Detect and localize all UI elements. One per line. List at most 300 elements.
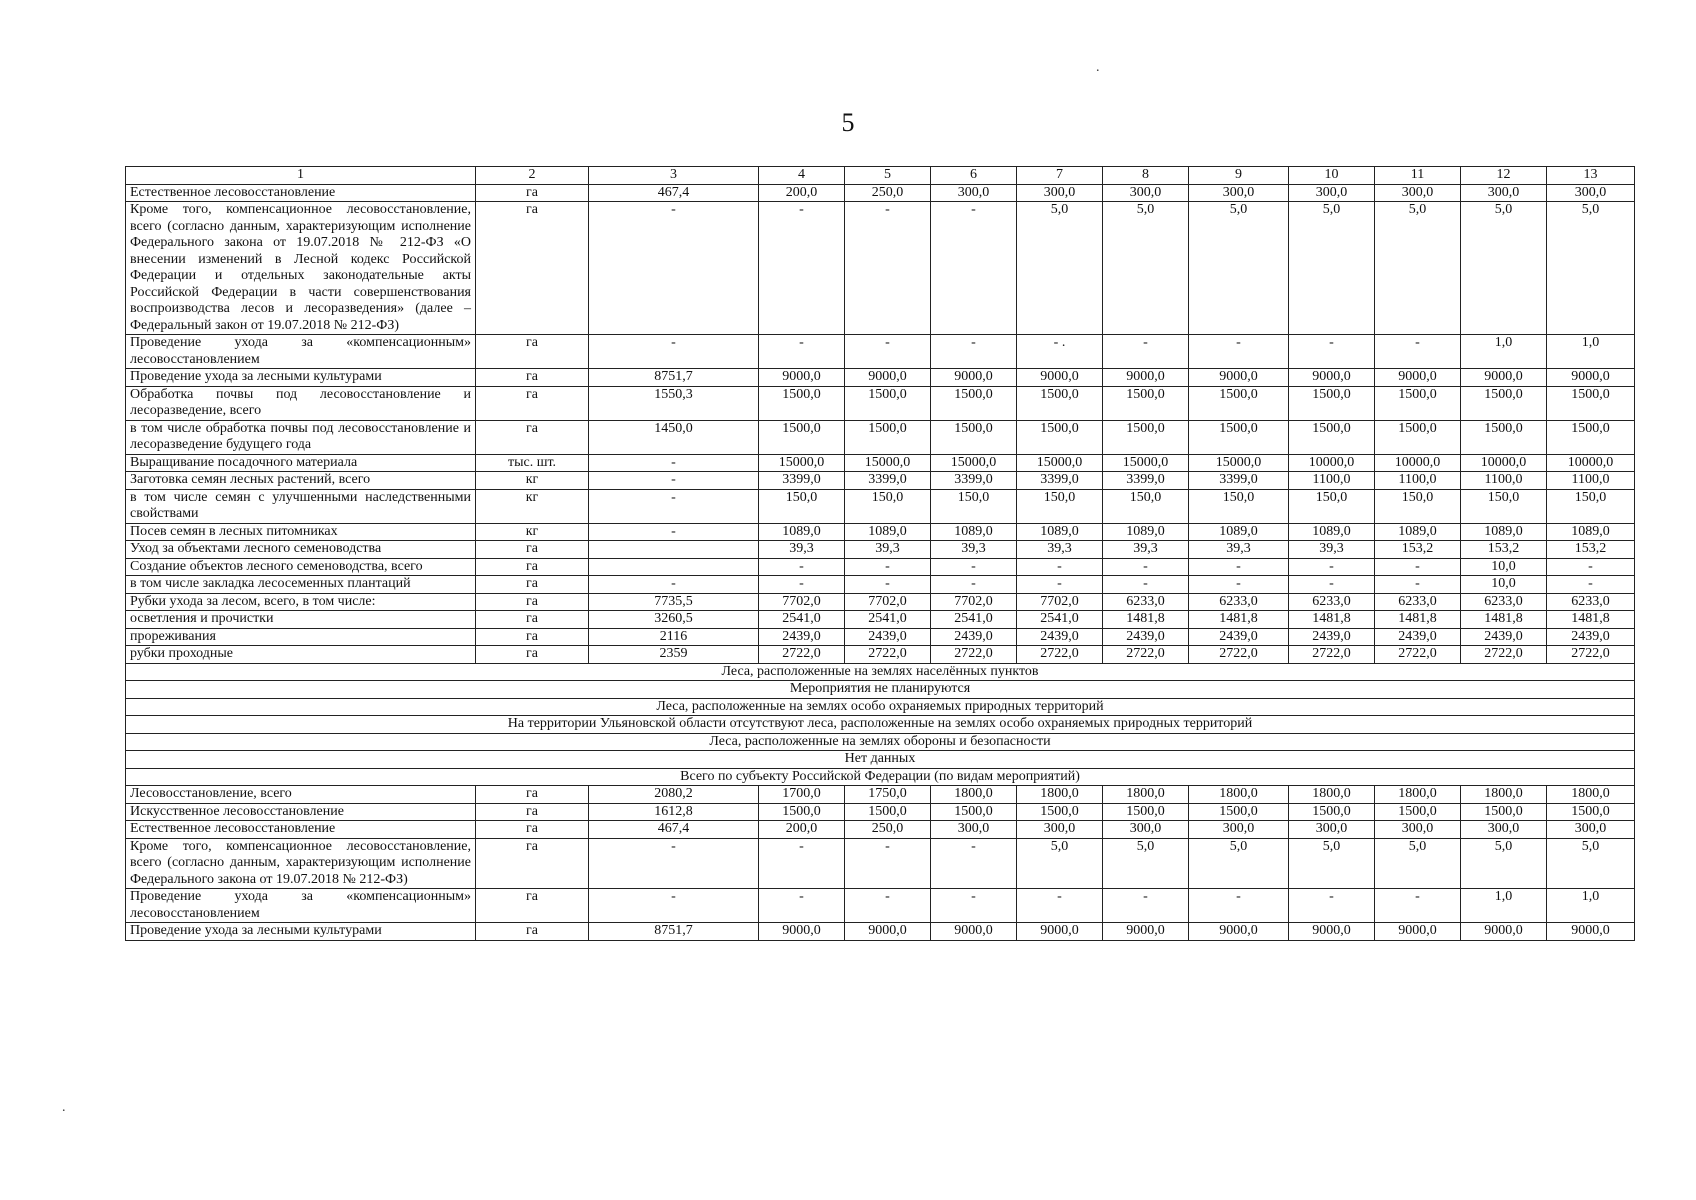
value-cell: 1500,0 <box>1103 386 1189 420</box>
value-cell: 467,4 <box>589 184 759 202</box>
value-cell: 1800,0 <box>931 786 1017 804</box>
table-row <box>126 454 1635 472</box>
value-cell: 1500,0 <box>1289 803 1375 821</box>
value-cell: 10000,0 <box>1547 454 1635 472</box>
value-cell: 300,0 <box>1103 184 1189 202</box>
value-cell: 9000,0 <box>1017 923 1103 941</box>
unit-cell: га <box>476 541 589 559</box>
value-cell: 5,0 <box>1189 202 1289 335</box>
activity-name-cell: Кроме того, компенсационное лесовосстановление, всего (согласно данным, характеризующим исполнение Федерального закона от 19.07.2018 № 212-ФЗ) <box>126 838 476 889</box>
value-cell: 1500,0 <box>1189 386 1289 420</box>
value-cell: 1500,0 <box>1547 386 1635 420</box>
section-row <box>126 751 1635 769</box>
value-cell: 1700,0 <box>759 786 845 804</box>
value-cell: 7702,0 <box>845 593 931 611</box>
value-cell: 150,0 <box>1189 489 1289 523</box>
value-cell: 1,0 <box>1547 889 1635 923</box>
table-row <box>126 386 1635 420</box>
value-cell: 2439,0 <box>1547 628 1635 646</box>
table-row <box>126 472 1635 490</box>
activity-name-cell: Выращивание посадочного материала <box>126 454 476 472</box>
table-row <box>126 646 1635 664</box>
value-cell: 300,0 <box>1289 184 1375 202</box>
value-cell: 1500,0 <box>1461 420 1547 454</box>
activity-name-cell: Проведение ухода за «компенсационным» лесовосстановлением <box>126 335 476 369</box>
value-cell: 1089,0 <box>931 523 1017 541</box>
value-cell: - <box>589 454 759 472</box>
value-cell: 5,0 <box>1547 838 1635 889</box>
value-cell: 1800,0 <box>1289 786 1375 804</box>
value-cell: 1750,0 <box>845 786 931 804</box>
value-cell: 1500,0 <box>931 386 1017 420</box>
activity-name-cell: рубки проходные <box>126 646 476 664</box>
value-cell: - <box>1289 576 1375 594</box>
value-cell: 2439,0 <box>931 628 1017 646</box>
value-cell: 2722,0 <box>845 646 931 664</box>
value-cell: - <box>589 335 759 369</box>
column-number-header: 3 <box>589 167 759 185</box>
value-cell: 300,0 <box>1461 184 1547 202</box>
table-row <box>126 838 1635 889</box>
value-cell: 10000,0 <box>1461 454 1547 472</box>
activity-name-cell: в том числе обработка почвы под лесовосстановление и лесоразведение будущего года <box>126 420 476 454</box>
unit-cell: га <box>476 838 589 889</box>
value-cell: 7735,5 <box>589 593 759 611</box>
table-row <box>126 889 1635 923</box>
table-row <box>126 489 1635 523</box>
column-number-header: 1 <box>126 167 476 185</box>
section-heading: Нет данных <box>126 751 1635 769</box>
value-cell: - <box>1375 576 1461 594</box>
value-cell: 300,0 <box>1289 821 1375 839</box>
value-cell: 5,0 <box>1289 838 1375 889</box>
value-cell: 1500,0 <box>1017 803 1103 821</box>
value-cell: 9000,0 <box>1375 369 1461 387</box>
value-cell: - <box>1547 576 1635 594</box>
value-cell: 7702,0 <box>931 593 1017 611</box>
value-cell: 1800,0 <box>1375 786 1461 804</box>
value-cell: 2439,0 <box>1103 628 1189 646</box>
value-cell: 3399,0 <box>845 472 931 490</box>
value-cell: - <box>1189 335 1289 369</box>
value-cell: - <box>1017 558 1103 576</box>
value-cell: 5,0 <box>1017 838 1103 889</box>
value-cell: 5,0 <box>1375 838 1461 889</box>
value-cell: 300,0 <box>1547 184 1635 202</box>
value-cell: 300,0 <box>1189 184 1289 202</box>
value-cell: 150,0 <box>759 489 845 523</box>
value-cell: - <box>845 202 931 335</box>
section-heading: Леса, расположенные на землях населённых пунктов <box>126 663 1635 681</box>
column-number-header: 5 <box>845 167 931 185</box>
value-cell: 3399,0 <box>1189 472 1289 490</box>
value-cell: 250,0 <box>845 184 931 202</box>
section-heading: Леса, расположенные на землях обороны и безопасности <box>126 733 1635 751</box>
value-cell: 7702,0 <box>759 593 845 611</box>
value-cell: 1500,0 <box>1017 386 1103 420</box>
value-cell: - <box>931 558 1017 576</box>
value-cell: 10,0 <box>1461 558 1547 576</box>
value-cell: 39,3 <box>931 541 1017 559</box>
value-cell: 5,0 <box>1461 838 1547 889</box>
value-cell: - <box>1189 889 1289 923</box>
activity-name-cell: Проведение ухода за «компенсационным» лесовосстановлением <box>126 889 476 923</box>
value-cell: - <box>589 838 759 889</box>
value-cell: 9000,0 <box>1103 369 1189 387</box>
value-cell: 6233,0 <box>1189 593 1289 611</box>
value-cell: 3399,0 <box>1017 472 1103 490</box>
section-heading: Мероприятия не планируются <box>126 681 1635 699</box>
value-cell: 2439,0 <box>1189 628 1289 646</box>
scan-speck: . <box>62 1100 66 1115</box>
value-cell: 5,0 <box>1547 202 1635 335</box>
value-cell: 1,0 <box>1461 335 1547 369</box>
value-cell: 1500,0 <box>1461 386 1547 420</box>
value-cell: 1500,0 <box>1189 803 1289 821</box>
value-cell: 150,0 <box>931 489 1017 523</box>
value-cell: 7702,0 <box>1017 593 1103 611</box>
activity-name-cell: Лесовосстановление, всего <box>126 786 476 804</box>
table-row <box>126 202 1635 335</box>
value-cell: 39,3 <box>1017 541 1103 559</box>
table-row <box>126 628 1635 646</box>
value-cell: 39,3 <box>1103 541 1189 559</box>
value-cell: 1500,0 <box>1103 803 1189 821</box>
unit-cell: га <box>476 889 589 923</box>
value-cell: 1500,0 <box>1375 386 1461 420</box>
section-heading: Леса, расположенные на землях особо охраняемых природных территорий <box>126 698 1635 716</box>
value-cell: 8751,7 <box>589 923 759 941</box>
value-cell: 1550,3 <box>589 386 759 420</box>
value-cell: 5,0 <box>1103 838 1189 889</box>
value-cell: 1100,0 <box>1547 472 1635 490</box>
value-cell: - <box>1289 558 1375 576</box>
value-cell: 2439,0 <box>759 628 845 646</box>
value-cell: 153,2 <box>1461 541 1547 559</box>
activity-name-cell: Обработка почвы под лесовосстановление и лесоразведение, всего <box>126 386 476 420</box>
activity-name-cell: Посев семян в лесных питомниках <box>126 523 476 541</box>
value-cell: 5,0 <box>1017 202 1103 335</box>
value-cell: 9000,0 <box>1189 369 1289 387</box>
value-cell: 300,0 <box>1189 821 1289 839</box>
column-number-header: 11 <box>1375 167 1461 185</box>
value-cell: 1089,0 <box>1103 523 1189 541</box>
value-cell: 5,0 <box>1461 202 1547 335</box>
value-cell: 2722,0 <box>1189 646 1289 664</box>
value-cell: 1500,0 <box>759 420 845 454</box>
value-cell <box>589 558 759 576</box>
section-row <box>126 768 1635 786</box>
activity-name-cell: в том числе семян с улучшенными наследственными свойствами <box>126 489 476 523</box>
activity-name-cell: Естественное лесовосстановление <box>126 821 476 839</box>
value-cell: - <box>1103 576 1189 594</box>
unit-cell: га <box>476 821 589 839</box>
value-cell: 1500,0 <box>759 803 845 821</box>
column-number-header: 7 <box>1017 167 1103 185</box>
activity-name-cell: Кроме того, компенсационное лесовосстановление, всего (согласно данным, характеризующим исполнение Федерального закона от 19.07.2018 № 212-ФЗ «О внесении изменений в Лесной кодекс Российской Федерации и отдельных законодательные акты Российской Федерации в части совершенствования воспроизводства лесов и лесоразведения» (далее – Федеральный закон от 19.07.2018 № 212-ФЗ) <box>126 202 476 335</box>
value-cell: 1100,0 <box>1289 472 1375 490</box>
value-cell: 300,0 <box>1461 821 1547 839</box>
value-cell: 6233,0 <box>1461 593 1547 611</box>
value-cell: 10,0 <box>1461 576 1547 594</box>
table-body <box>126 184 1635 940</box>
value-cell: 1481,8 <box>1103 611 1189 629</box>
value-cell: 9000,0 <box>845 369 931 387</box>
activity-name-cell: осветления и прочистки <box>126 611 476 629</box>
value-cell: 1,0 <box>1547 335 1635 369</box>
forest-activities-table-wrapper <box>125 166 1630 941</box>
column-number-row <box>126 167 1635 185</box>
value-cell: 1500,0 <box>845 420 931 454</box>
value-cell: 2541,0 <box>845 611 931 629</box>
value-cell: - <box>1189 558 1289 576</box>
value-cell: 300,0 <box>1017 821 1103 839</box>
value-cell: - <box>931 202 1017 335</box>
value-cell: 5,0 <box>1189 838 1289 889</box>
value-cell: 9000,0 <box>1189 923 1289 941</box>
value-cell: 9000,0 <box>759 923 845 941</box>
value-cell: - <box>589 472 759 490</box>
value-cell: 5,0 <box>1375 202 1461 335</box>
section-row <box>126 733 1635 751</box>
value-cell: 9000,0 <box>845 923 931 941</box>
activity-name-cell: прореживания <box>126 628 476 646</box>
unit-cell: га <box>476 335 589 369</box>
value-cell: 2116 <box>589 628 759 646</box>
value-cell: 15000,0 <box>1189 454 1289 472</box>
table-row <box>126 803 1635 821</box>
value-cell: 1100,0 <box>1461 472 1547 490</box>
value-cell: 2541,0 <box>931 611 1017 629</box>
value-cell: 300,0 <box>931 184 1017 202</box>
activity-name-cell: Рубки ухода за лесом, всего, в том числе: <box>126 593 476 611</box>
value-cell: 1089,0 <box>1289 523 1375 541</box>
unit-cell: га <box>476 184 589 202</box>
table-row <box>126 335 1635 369</box>
value-cell: 150,0 <box>1289 489 1375 523</box>
unit-cell: га <box>476 923 589 941</box>
value-cell: 3399,0 <box>759 472 845 490</box>
unit-cell: га <box>476 646 589 664</box>
section-heading: Всего по субъекту Российской Федерации (по видам мероприятий) <box>126 768 1635 786</box>
value-cell: 9000,0 <box>931 923 1017 941</box>
value-cell: - <box>1017 576 1103 594</box>
value-cell: 9000,0 <box>1289 369 1375 387</box>
value-cell: - <box>1375 558 1461 576</box>
value-cell: 153,2 <box>1547 541 1635 559</box>
value-cell: 2722,0 <box>931 646 1017 664</box>
column-number-header: 12 <box>1461 167 1547 185</box>
value-cell: 1500,0 <box>1547 803 1635 821</box>
value-cell: 150,0 <box>1375 489 1461 523</box>
table-row <box>126 523 1635 541</box>
value-cell: - <box>931 889 1017 923</box>
unit-cell: кг <box>476 472 589 490</box>
value-cell: 1500,0 <box>1375 803 1461 821</box>
value-cell: 3260,5 <box>589 611 759 629</box>
value-cell: 39,3 <box>1289 541 1375 559</box>
value-cell: - <box>759 838 845 889</box>
table-row <box>126 558 1635 576</box>
value-cell: 9000,0 <box>759 369 845 387</box>
value-cell: 1500,0 <box>1547 420 1635 454</box>
unit-cell: кг <box>476 489 589 523</box>
value-cell: 9000,0 <box>1547 923 1635 941</box>
table-row <box>126 786 1635 804</box>
column-number-header: 4 <box>759 167 845 185</box>
value-cell: 1481,8 <box>1547 611 1635 629</box>
table-row <box>126 420 1635 454</box>
value-cell: - <box>759 202 845 335</box>
value-cell: 1481,8 <box>1461 611 1547 629</box>
value-cell: 1,0 <box>1461 889 1547 923</box>
value-cell: - <box>845 576 931 594</box>
value-cell: 2439,0 <box>845 628 931 646</box>
value-cell: 1800,0 <box>1017 786 1103 804</box>
activity-name-cell: Заготовка семян лесных растений, всего <box>126 472 476 490</box>
value-cell: - <box>845 838 931 889</box>
table-row <box>126 821 1635 839</box>
unit-cell: га <box>476 803 589 821</box>
value-cell: - <box>589 889 759 923</box>
value-cell: - <box>1289 889 1375 923</box>
value-cell: 2722,0 <box>1547 646 1635 664</box>
value-cell: 3399,0 <box>931 472 1017 490</box>
value-cell: 1481,8 <box>1189 611 1289 629</box>
value-cell: - <box>589 523 759 541</box>
value-cell: 1450,0 <box>589 420 759 454</box>
value-cell: 250,0 <box>845 821 931 839</box>
table-row <box>126 923 1635 941</box>
value-cell: - <box>1375 889 1461 923</box>
column-number-header: 6 <box>931 167 1017 185</box>
table-row <box>126 611 1635 629</box>
value-cell: 15000,0 <box>845 454 931 472</box>
value-cell: 1089,0 <box>1375 523 1461 541</box>
value-cell: 1612,8 <box>589 803 759 821</box>
unit-cell: кг <box>476 523 589 541</box>
table-row <box>126 369 1635 387</box>
value-cell: 39,3 <box>1189 541 1289 559</box>
column-number-header: 8 <box>1103 167 1189 185</box>
unit-cell: га <box>476 593 589 611</box>
value-cell: 9000,0 <box>1461 369 1547 387</box>
value-cell: 1481,8 <box>1375 611 1461 629</box>
value-cell: 153,2 <box>1375 541 1461 559</box>
unit-cell: га <box>476 558 589 576</box>
unit-cell: га <box>476 202 589 335</box>
unit-cell: тыс. шт. <box>476 454 589 472</box>
value-cell: 2439,0 <box>1461 628 1547 646</box>
value-cell: - <box>1103 889 1189 923</box>
value-cell: 2080,2 <box>589 786 759 804</box>
value-cell: 1089,0 <box>1189 523 1289 541</box>
value-cell: 8751,7 <box>589 369 759 387</box>
value-cell: 1500,0 <box>1461 803 1547 821</box>
value-cell: 9000,0 <box>931 369 1017 387</box>
value-cell: 1500,0 <box>931 803 1017 821</box>
value-cell: 1481,8 <box>1289 611 1375 629</box>
value-cell: 1500,0 <box>845 386 931 420</box>
column-number-header: 10 <box>1289 167 1375 185</box>
value-cell: - <box>589 489 759 523</box>
section-row <box>126 698 1635 716</box>
activity-name-cell: Искусственное лесовосстановление <box>126 803 476 821</box>
value-cell: 15000,0 <box>759 454 845 472</box>
value-cell: 9000,0 <box>1289 923 1375 941</box>
value-cell: 150,0 <box>1461 489 1547 523</box>
activity-name-cell: Естественное лесовосстановление <box>126 184 476 202</box>
value-cell: 150,0 <box>1547 489 1635 523</box>
value-cell: - <box>931 838 1017 889</box>
value-cell: - <box>1375 335 1461 369</box>
value-cell: 9000,0 <box>1017 369 1103 387</box>
value-cell: 9000,0 <box>1547 369 1635 387</box>
forest-activities-table <box>125 166 1635 941</box>
value-cell: 1500,0 <box>1017 420 1103 454</box>
value-cell: - <box>845 335 931 369</box>
section-row <box>126 716 1635 734</box>
column-number-header: 2 <box>476 167 589 185</box>
value-cell: 1089,0 <box>1017 523 1103 541</box>
value-cell: - <box>589 576 759 594</box>
value-cell: 1500,0 <box>1103 420 1189 454</box>
value-cell: 467,4 <box>589 821 759 839</box>
value-cell: 150,0 <box>845 489 931 523</box>
value-cell: 1500,0 <box>1375 420 1461 454</box>
unit-cell: га <box>476 576 589 594</box>
value-cell: 5,0 <box>1103 202 1189 335</box>
page-number: 5 <box>841 108 855 137</box>
value-cell: 5,0 <box>1289 202 1375 335</box>
value-cell: - <box>1547 558 1635 576</box>
value-cell: - <box>1289 335 1375 369</box>
value-cell: 2722,0 <box>1375 646 1461 664</box>
activity-name-cell: Проведение ухода за лесными культурами <box>126 923 476 941</box>
value-cell: 6233,0 <box>1103 593 1189 611</box>
value-cell: 1500,0 <box>931 420 1017 454</box>
table-row <box>126 184 1635 202</box>
value-cell: 300,0 <box>1375 184 1461 202</box>
value-cell: - <box>1103 335 1189 369</box>
column-number-header: 9 <box>1189 167 1289 185</box>
value-cell: - <box>1103 558 1189 576</box>
value-cell: - <box>759 335 845 369</box>
value-cell: 1800,0 <box>1189 786 1289 804</box>
section-row <box>126 681 1635 699</box>
value-cell: - <box>845 558 931 576</box>
value-cell: 9000,0 <box>1375 923 1461 941</box>
value-cell: 300,0 <box>931 821 1017 839</box>
value-cell: - <box>589 202 759 335</box>
value-cell: 1089,0 <box>845 523 931 541</box>
unit-cell: га <box>476 786 589 804</box>
section-heading: На территории Ульяновской области отсутствуют леса, расположенные на землях особо охраняемых природных территорий <box>126 716 1635 734</box>
activity-name-cell: Проведение ухода за лесными культурами <box>126 369 476 387</box>
value-cell: 2722,0 <box>1103 646 1189 664</box>
value-cell: - <box>845 889 931 923</box>
value-cell: 1500,0 <box>1289 386 1375 420</box>
value-cell: 10000,0 <box>1289 454 1375 472</box>
value-cell: 6233,0 <box>1547 593 1635 611</box>
value-cell: 200,0 <box>759 821 845 839</box>
value-cell: - <box>1017 889 1103 923</box>
value-cell: 150,0 <box>1017 489 1103 523</box>
value-cell: 1500,0 <box>1189 420 1289 454</box>
value-cell: 300,0 <box>1375 821 1461 839</box>
value-cell: 3399,0 <box>1103 472 1189 490</box>
value-cell: 2722,0 <box>759 646 845 664</box>
